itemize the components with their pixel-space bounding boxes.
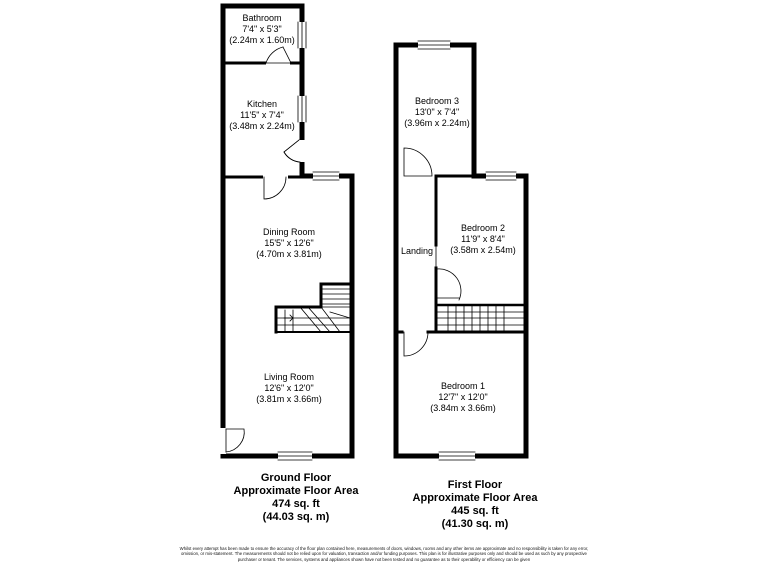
first-floor-area-heading: Approximate Floor Area: [412, 492, 538, 504]
bedroom2-name: Bedroom 2: [460, 223, 506, 233]
ground-floor-area-sqm: (44.03 sq. m): [262, 511, 330, 523]
disclaimer-text: Whilst every attempt has been made to ensure the accuracy of the floor plan contained here, measurements of doors, windows, rooms and any other items are approximate and no responsibility is taken for any error, omission, or mis-statement. The measurements should not be relied upon for valuation, transaction and/or funding purposes. This plan is for illustrative purposes only and should be used as such by any prospective purchaser or tenant. The services, systems and appliances shown have not been tested and no guarantee as to their operability or efficiency can be given: [179, 546, 589, 562]
dining-room-label: [256, 227, 322, 260]
bathroom-imperial: 7'4" x 5'3": [242, 24, 282, 34]
bedroom3-label: [404, 96, 470, 129]
dining-door-swing: [264, 177, 286, 199]
first-floor-stairs: [436, 305, 526, 332]
living-room-imperial: 12'6" x 12'0": [264, 383, 314, 393]
living-room-label: [256, 372, 322, 405]
first-floor-title: [413, 479, 538, 531]
dining-room-imperial: 15'5" x 12'6": [264, 238, 314, 248]
first-floor-area-sqft: 445 sq. ft: [451, 505, 499, 517]
bedroom3-door-swing: [404, 148, 432, 176]
bedroom3-imperial: 13'0" x 7'4": [414, 107, 460, 117]
living-room-metric: (3.81m x 3.66m): [256, 394, 322, 404]
living-room-name: Living Room: [263, 372, 315, 382]
first-floor-name: First Floor: [447, 479, 503, 491]
landing-name: Landing: [400, 246, 434, 256]
landing-label: [401, 246, 433, 257]
front-door-swing: [226, 429, 244, 452]
bedroom2-metric: (3.58m x 2.54m): [450, 245, 516, 255]
kitchen-label: [229, 99, 295, 132]
bathroom-metric: (2.24m x 1.60m): [229, 35, 295, 45]
dining-room-metric: (4.70m x 3.81m): [256, 249, 322, 259]
dining-room-name: Dining Room: [262, 227, 316, 237]
kitchen-imperial: 11'5" x 7'4": [240, 110, 284, 120]
ground-floor-title: [234, 472, 359, 524]
kitchen-name: Kitchen: [246, 99, 278, 109]
bedroom3-name: Bedroom 3: [414, 96, 460, 106]
bathroom-label: [229, 13, 295, 46]
bedroom1-door-swing: [404, 332, 428, 356]
bedroom3-metric: (3.96m x 2.24m): [404, 118, 470, 128]
bathroom-name: Bathroom: [242, 13, 282, 23]
ground-floor-name: Ground Floor: [260, 472, 332, 484]
bedroom1-label: [430, 381, 496, 414]
bedroom1-name: Bedroom 1: [440, 381, 486, 391]
kitchen-metric: (3.48m x 2.24m): [229, 121, 295, 131]
ground-floor-area-sqft: 474 sq. ft: [272, 498, 320, 510]
ground-floor-stair-treads: [276, 289, 350, 332]
ground-floor-area-heading: Approximate Floor Area: [233, 485, 359, 497]
bedroom2-label: [450, 223, 516, 256]
bedroom2-imperial: 11'9" x 8'4": [461, 234, 505, 244]
bedroom1-imperial: 12'7" x 12'0": [438, 392, 488, 402]
kitchen-door-swing: [284, 140, 299, 162]
bedroom1-metric: (3.84m x 3.66m): [430, 403, 496, 413]
first-floor-area-sqm: (41.30 sq. m): [441, 518, 509, 530]
